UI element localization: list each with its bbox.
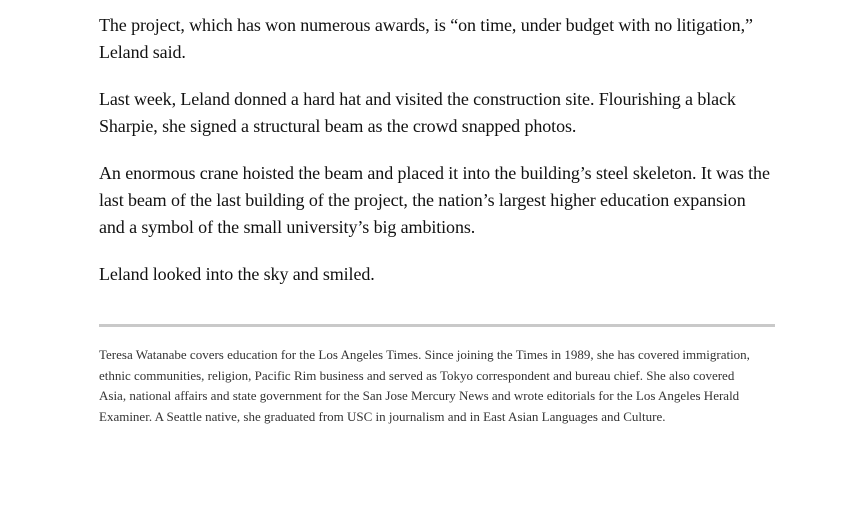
article-body bbox=[99, 12, 775, 308]
section-divider bbox=[99, 324, 775, 327]
article-paragraph: An enormous crane hoisted the beam and placed it into the building’s steel skeleton. It was the last beam of the last building of the project, the nation’s largest higher education expansion and a symbol of the small university’s big ambitions. bbox=[99, 163, 770, 237]
article-paragraph: Leland looked into the sky and smiled. bbox=[99, 264, 375, 284]
author-bio: Teresa Watanabe covers education for the Los Angeles Times. Since joining the Times in 1989, she has covered immigration, ethnic communities, religion, Pacific Rim business and served as Tokyo correspondent and bureau chief. She also covered Asia, national affairs and state government for the San Jose Mercury News and wrote editorials for the Los Angeles Herald Examiner. A Seattle native, she graduated from USC in journalism and in East Asian Languages and Culture. bbox=[99, 347, 750, 424]
article-paragraph: The project, which has won numerous awards, is “on time, under budget with no litigation,” Leland said. bbox=[99, 15, 753, 62]
article-paragraph: Last week, Leland donned a hard hat and visited the construction site. Flourishing a black Sharpie, she signed a structural beam as the crowd snapped photos. bbox=[99, 89, 736, 136]
